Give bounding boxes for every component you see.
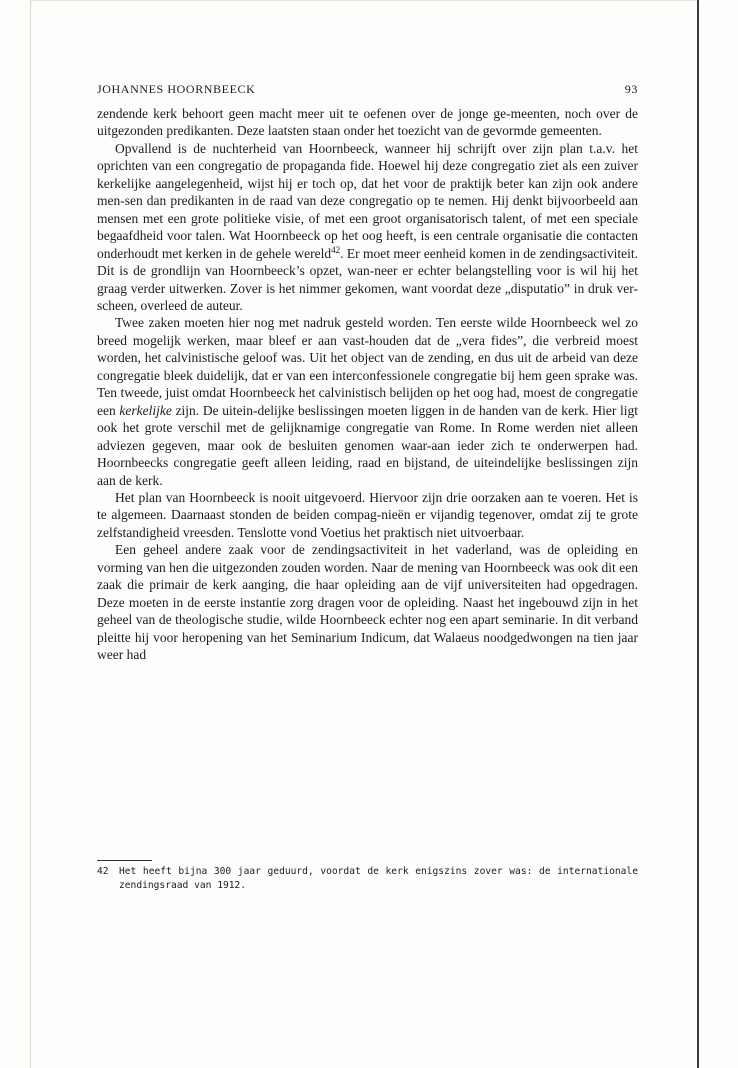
- footnote-reference: 42: [331, 244, 341, 255]
- running-head-title: JOHANNES HOORNBEECK: [97, 82, 256, 96]
- page-number: 93: [624, 82, 638, 96]
- paragraph: [97, 105, 638, 140]
- footnote: [97, 865, 638, 892]
- running-head: [97, 82, 638, 98]
- paragraph-text: Twee zaken moeten hier nog met nadruk gesteld worden. Ten eerste wilde Hoornbeeck wel zo breed mogelijk werken, maar bleef er aan vast-houden dat de „vera fides”, die verbreid moest worden, het calvinistische geloof was. Uit het object van de zending, en dus uit de arbeid van deze congregatie bleek duidelijk, dat er van een interconfessionele congregatie bij hem geen sprake was. Ten tweede, juist omdat Hoornbeeck het calvinistisch belijden op het oog had, moest de congregatie een: [97, 315, 638, 418]
- paragraph-text: Opvallend is de nuchterheid van Hoornbeeck, wanneer hij schrijft over zijn plan t.a.v. het oprichten van een congregatio de propaganda fide. Hoewel hij deze congregatio ziet als een zuiver kerkelijke aangelegenheid, wijst hij er toch op, dat het voor de praktijk beter kan zijn ook andere men-sen dan predikanten in de raad van deze congregatio op te nemen. Hij denkt bijvoorbeeld aan mensen met een grote politieke visie, of met een groot organisatorisch talent, of met een speciale begaafdheid voor talen. Wat Hoornbeeck op het oog heeft, is een centrale organisatie die contacten onderhoudt met kerken in de gehele wereld: [97, 140, 638, 261]
- emphasized-text: kerkelijke: [119, 402, 172, 418]
- paragraph: [97, 140, 638, 315]
- paragraph: [97, 489, 638, 541]
- page-edge-top: [30, 0, 698, 1]
- footnote-text: Het heeft bijna 300 jaar geduurd, voordat de kerk enigszins zover was: de internationale zendingsraad van 1912.: [119, 866, 638, 891]
- paragraph-text: Een geheel andere zaak voor de zendingsactiviteit in het vaderland, was de opleiding en vorming van hen die uitgezonden zouden worden. Naar de mening van Hoornbeeck was ook dit een zaak die primair de kerk aanging, die haar opleiding aan de vijf universiteiten had opgedragen. Deze moeten in de eerste instantie zorg dragen voor de opleiding. Naast het ingebouwd zijn in het geheel van de theologische studie, wilde Hoornbeeck echter nog een apart seminarie. In dit verband pleitte hij voor heropening van het Seminarium Indicum, dat Walaeus noodgedwongen na tien jaar weer had: [97, 542, 638, 663]
- body-text: [97, 105, 638, 664]
- page-edge-left: [30, 0, 31, 1068]
- page-edge-right: [697, 0, 699, 1068]
- footnote-rule: [97, 860, 152, 861]
- paragraph-text: zendende kerk behoort geen macht meer uit te oefenen over de jonge ge-meenten, noch over de uitgezonden predikanten. Deze laatsten staan onder het toezicht van de gevormde gemeenten.: [97, 106, 638, 139]
- paragraph-text: Het plan van Hoornbeeck is nooit uitgevoerd. Hiervoor zijn drie oorzaken aan te voeren. Het is te algemeen. Daarnaast stonden de beiden compag-nieën er vijandig tegenover, omdat zij te grote zelfstandigheid vreesden. Tenslotte vond Voetius het praktisch niet uitvoerbaar.: [97, 489, 638, 540]
- paragraph-text: . Er moet meer eenheid komen in de zendingsactiviteit. Dit is de grondlijn van Hoornbeeck’s opzet, wan-neer er echter belangstelling voor is wil hij het graag verder uitwerken. Zover is het nimmer gekomen, want voordat deze „disputatio” in druk ver-scheen, overleed de auteur.: [97, 245, 638, 313]
- paragraph-text: zijn. De uitein-delijke beslissingen moeten liggen in de handen van de kerk. Hier ligt ook het grote verschil met de gelijknamige congregatie van Rome. In Rome werden niet alleen adviezen gegeven, maar ook de besluiten genomen waar-aan ieder zich te onderwerpen had. Hoornbeecks congregatie geeft alleen leiding, raad en bijstand, de uiteindelijke beslissingen zijn aan de kerk.: [97, 402, 639, 488]
- paragraph: [97, 314, 638, 489]
- footnote-number: 42: [97, 866, 109, 877]
- paragraph: [97, 541, 638, 663]
